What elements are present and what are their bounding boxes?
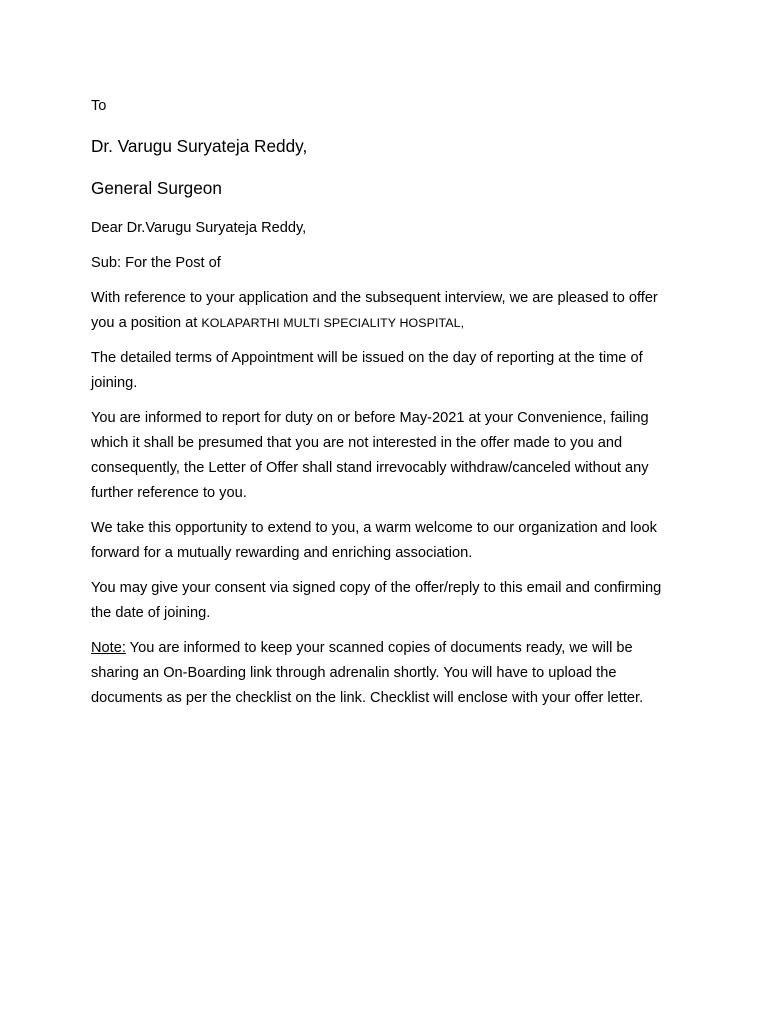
report-duty-paragraph: You are informed to report for duty on or before May-2021 at your Convenience, failing which it shall be presumed that you are not interested in the offer made to you and consequently, the Letter of Offer shall stand irrevocably withdraw/canceled without any further reference to you. (91, 410, 649, 501)
terms-paragraph: The detailed terms of Appointment will be issued on the day of reporting at the time of joining. (91, 350, 643, 391)
note-text: You are informed to keep your scanned copies of documents ready, we will be sharing an On-Boarding link through adrenalin shortly. You will have to upload the documents as per the checklist on the link. Checklist will enclose with your offer letter. (91, 640, 644, 706)
to-line: To (91, 98, 107, 114)
salutation: Dear Dr.Varugu Suryateja Reddy, (91, 220, 307, 236)
hospital-name: KOLAPARTHI MULTI SPECIALITY HOSPITAL, (201, 316, 465, 330)
note-label: Note: (91, 640, 126, 656)
recipient-name: Dr. Varugu Suryateja Reddy, (91, 136, 308, 156)
welcome-paragraph: We take this opportunity to extend to you, a warm welcome to our organization and look forward for a mutually rewarding and enriching association. (91, 520, 657, 561)
recipient-title: General Surgeon (91, 178, 222, 198)
consent-paragraph: You may give your consent via signed copy of the offer/reply to this email and confirming the date of joining. (91, 580, 662, 621)
reference-paragraph (91, 286, 671, 336)
reference-text: With reference to your application and the subsequent interview, we are pleased to offer you a position at (91, 290, 658, 331)
subject-line: Sub: For the Post of (91, 255, 221, 271)
note-paragraph (91, 636, 671, 711)
offer-letter (91, 94, 671, 721)
